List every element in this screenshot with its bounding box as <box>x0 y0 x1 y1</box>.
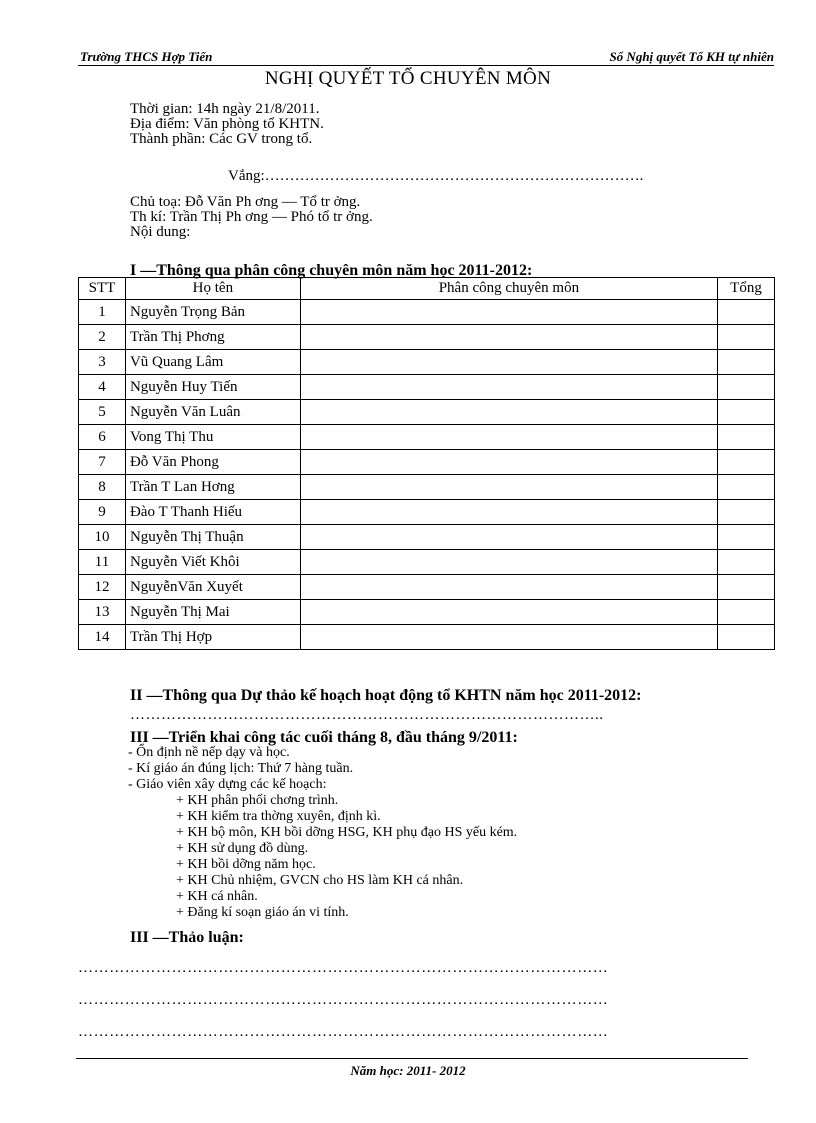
document-title: NGHỊ QUYẾT TỔ CHUYÊN MÔN <box>264 68 552 89</box>
meeting-chair: Chủ toạ: Đỗ Văn Ph ơng — Tổ tr ởng. <box>130 194 361 210</box>
row-total <box>718 300 775 325</box>
page-footer: Năm học: 2011- 2012 <box>350 1063 466 1078</box>
row-total <box>718 525 775 550</box>
row-assignment <box>300 300 717 325</box>
row-name: Trần Thị Hợp <box>125 625 300 650</box>
row-assignment <box>300 500 717 525</box>
row-total <box>718 425 775 450</box>
row-total <box>718 575 775 600</box>
section1-title: I —Thông qua phân công chuyên môn năm học 2011-2012: <box>130 262 533 279</box>
table-row <box>79 300 775 325</box>
column-header-name: Họ tên <box>125 278 300 300</box>
row-stt: 6 <box>79 425 126 450</box>
row-stt: 7 <box>79 450 126 475</box>
row-assignment <box>300 575 717 600</box>
meeting-content-label: Nội dung: <box>130 224 191 240</box>
plan-item: + KH bộ môn, KH bồi dỡng HSG, KH phụ đạo HS yếu kém. <box>176 825 518 840</box>
page-header <box>78 47 774 66</box>
table-row <box>79 550 775 575</box>
row-assignment <box>300 450 717 475</box>
task-item: - Ổn định nề nếp dạy và học. <box>128 745 290 760</box>
column-header-assignment: Phân công chuyên môn <box>300 278 717 300</box>
row-total <box>718 325 775 350</box>
row-assignment <box>300 325 717 350</box>
row-name: Trần Thị Phơng <box>125 325 300 350</box>
plan-item: + KH bồi dỡng năm học. <box>176 857 316 872</box>
table-row <box>79 325 775 350</box>
discussion-line: ………………………………………………………………………………………… <box>78 992 609 1008</box>
row-assignment <box>300 600 717 625</box>
row-name: Nguyễn Viết Khôi <box>125 550 300 575</box>
task-list <box>128 745 517 921</box>
row-total <box>718 350 775 375</box>
row-name: NguyễnVăn Xuyết <box>125 575 300 600</box>
meeting-info <box>130 102 324 147</box>
row-total <box>718 600 775 625</box>
column-header-total: Tổng <box>718 278 775 300</box>
row-name: Nguyễn Thị Mai <box>125 600 300 625</box>
row-total <box>718 500 775 525</box>
meeting-place: Địa điểm: Văn phòng tổ KHTN. <box>130 116 324 132</box>
table-row <box>79 375 775 400</box>
row-name: Vong Thị Thu <box>125 425 300 450</box>
row-stt: 9 <box>79 500 126 525</box>
meeting-roles <box>130 195 373 240</box>
discussion-line: ………………………………………………………………………………………… <box>78 1024 609 1040</box>
row-total <box>718 475 775 500</box>
footer-divider <box>76 1058 748 1059</box>
plan-item: + KH phân phối chơng trình. <box>176 793 339 808</box>
row-name: Nguyễn Huy Tiến <box>125 375 300 400</box>
school-name: Trường THCS Hợp Tiến <box>80 49 213 64</box>
row-stt: 12 <box>79 575 126 600</box>
column-header-stt: STT <box>79 278 126 300</box>
plan-item: + KH sử dụng đồ dùng. <box>176 841 309 856</box>
row-total <box>718 450 775 475</box>
row-assignment <box>300 625 717 650</box>
row-total <box>718 400 775 425</box>
section2-title: II —Thông qua Dự thảo kế hoạch hoạt động tổ KHTN năm học 2011-2012: <box>130 687 642 704</box>
plan-item: + KH Chủ nhiệm, GVCN cho HS làm KH cá nhân. <box>176 873 464 888</box>
meeting-time: Thời gian: 14h ngày 21/8/2011. <box>130 101 320 117</box>
row-assignment <box>300 525 717 550</box>
row-stt: 3 <box>79 350 126 375</box>
discussion-line: ………………………………………………………………………………………… <box>78 960 609 976</box>
section3-title: III —Triển khai công tác cuối tháng 8, đầu tháng 9/2011: <box>130 729 518 746</box>
row-stt: 14 <box>79 625 126 650</box>
row-assignment <box>300 550 717 575</box>
book-name: Sổ Nghị quyết Tổ KH tự nhiên <box>609 49 774 64</box>
plan-item: + Đăng kí soạn giáo án vi tính. <box>176 905 349 920</box>
row-name: Đào T Thanh Hiếu <box>125 500 300 525</box>
row-total <box>718 375 775 400</box>
plan-item: + KH kiểm tra thờng xuyên, định kì. <box>176 809 381 824</box>
task-item: - Giáo viên xây dựng các kế hoạch: <box>128 777 327 792</box>
meeting-secretary: Th kí: Trần Thị Ph ơng — Phó tổ tr ởng. <box>130 209 373 225</box>
table-row <box>79 475 775 500</box>
row-name: Nguyễn Thị Thuận <box>125 525 300 550</box>
row-stt: 2 <box>79 325 126 350</box>
table-row <box>79 525 775 550</box>
meeting-members: Thành phần: Các GV trong tổ. <box>130 131 313 147</box>
row-stt: 4 <box>79 375 126 400</box>
row-stt: 11 <box>79 550 126 575</box>
row-stt: 5 <box>79 400 126 425</box>
table-row <box>79 450 775 475</box>
plan-item: + KH cá nhân. <box>176 889 258 904</box>
row-assignment <box>300 350 717 375</box>
row-total <box>718 550 775 575</box>
assignment-table <box>78 277 775 650</box>
row-name: Nguyễn Trọng Bản <box>125 300 300 325</box>
row-stt: 8 <box>79 475 126 500</box>
table-row <box>79 500 775 525</box>
task-item: - Kí giáo án đúng lịch: Thứ 7 hàng tuần. <box>128 761 354 776</box>
row-assignment <box>300 475 717 500</box>
table-row <box>79 575 775 600</box>
row-name: Vũ Quang Lâm <box>125 350 300 375</box>
table-row <box>79 625 775 650</box>
table-row <box>79 400 775 425</box>
row-assignment <box>300 375 717 400</box>
row-stt: 13 <box>79 600 126 625</box>
section2-dotted-line: ……………………………………………………………………………….. <box>130 707 604 723</box>
row-name: Đỗ Văn Phong <box>125 450 300 475</box>
row-total <box>718 625 775 650</box>
meeting-absent: Vắng:…………………………………………………………………. <box>228 168 644 184</box>
row-assignment <box>300 425 717 450</box>
table-row <box>79 600 775 625</box>
discussion-title: III —Thảo luận: <box>130 929 244 946</box>
table-header-row <box>79 278 775 300</box>
row-name: Nguyễn Văn Luân <box>125 400 300 425</box>
row-name: Trần T Lan Hơng <box>125 475 300 500</box>
table-row <box>79 425 775 450</box>
row-assignment <box>300 400 717 425</box>
row-stt: 1 <box>79 300 126 325</box>
table-row <box>79 350 775 375</box>
row-stt: 10 <box>79 525 126 550</box>
